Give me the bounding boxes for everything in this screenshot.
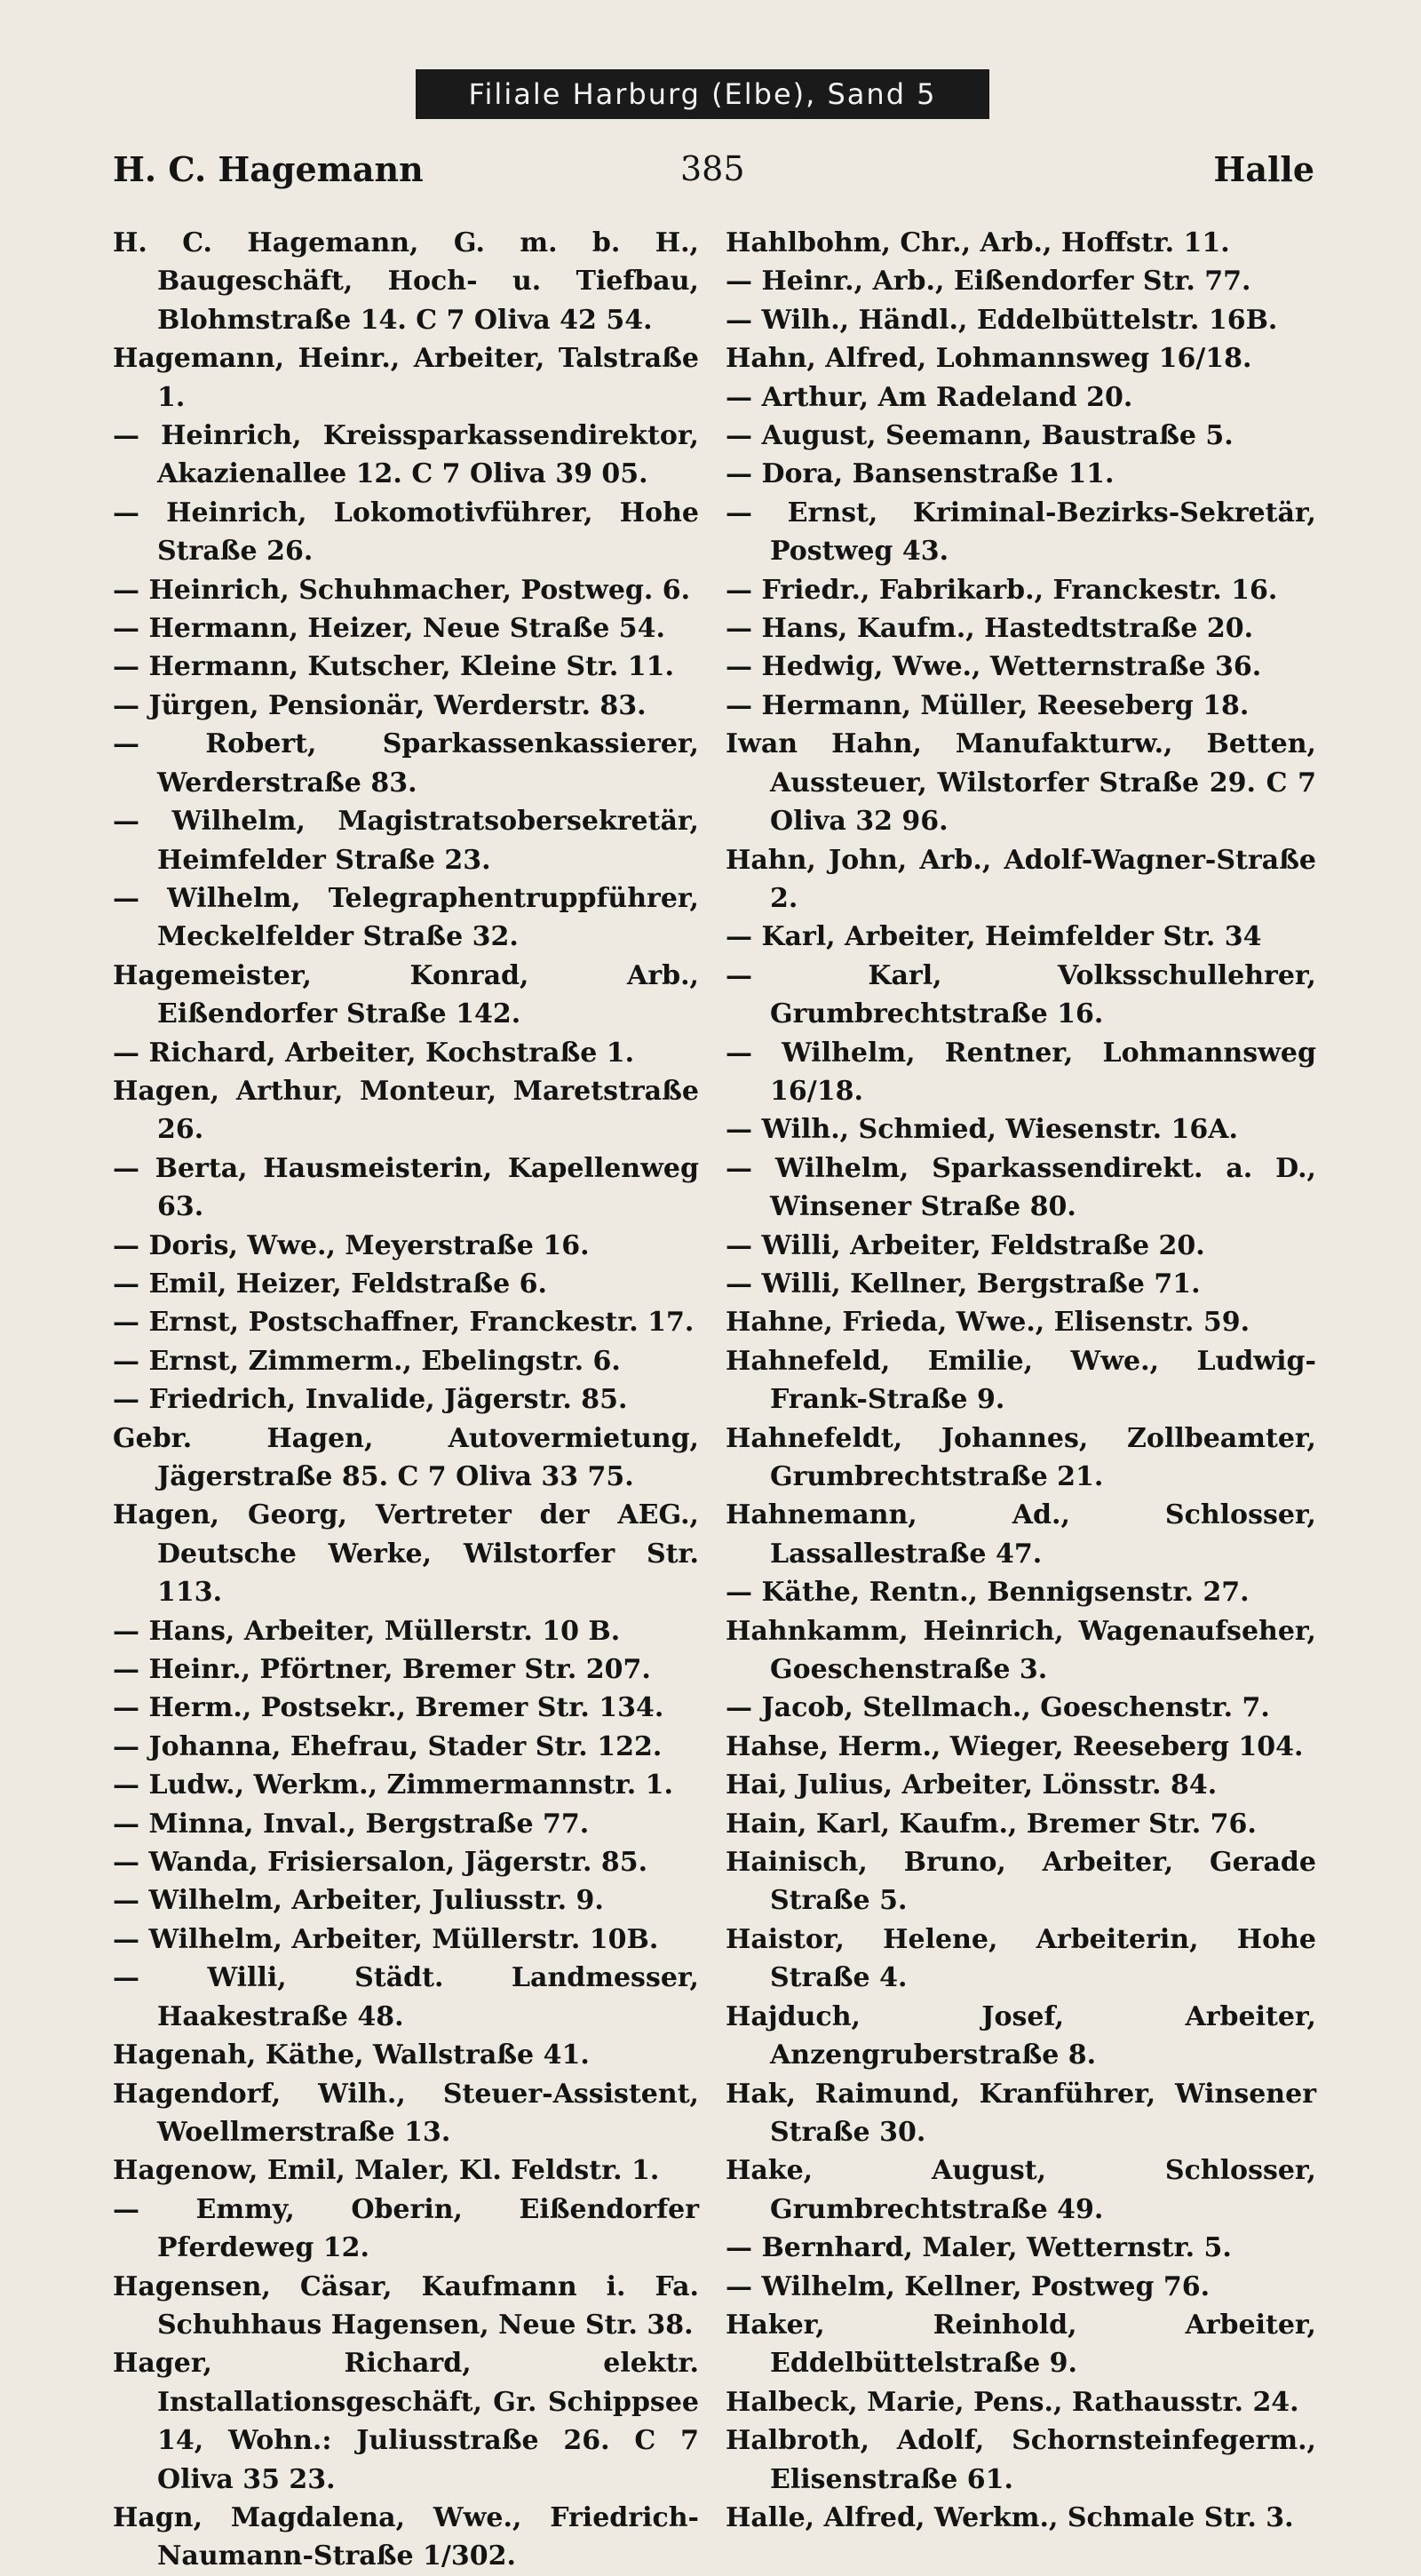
directory-entry: Hajduch, Josef, Arbeiter, Anzengruberstraße 8. [726, 2000, 1316, 2071]
directory-entry: — Wilhelm, Magistratsobersekretär, Heimfelder Straße 23. [113, 806, 699, 876]
directory-entry: — Berta, Hausmeisterin, Kapellenweg 63. [113, 1152, 699, 1223]
directory-entry: — Friedrich, Invalide, Jägerstr. 85. [113, 1384, 628, 1416]
directory-entry: Hagemann, Heinr., Arbeiter, Talstraße 1. [113, 343, 699, 413]
directory-entry: — Heinr., Arb., Eißendorfer Str. 77. [726, 266, 1251, 298]
directory-entry: — Willi, Arbeiter, Feldstraße 20. [726, 1229, 1205, 1261]
directory-entry: — Heinrich, Schuhmacher, Postweg. 6. [113, 574, 691, 606]
directory-entry: — Emil, Heizer, Feldstraße 6. [113, 1268, 547, 1300]
left-column [113, 224, 699, 2576]
directory-entry: — Wilhelm, Arbeiter, Müllerstr. 10B. [113, 1923, 659, 1955]
directory-entry: Hahnefeld, Emilie, Wwe., Ludwig-Frank-Straße 9. [726, 1345, 1316, 1416]
directory-entry: Hahn, Alfred, Lohmannsweg 16/18. [726, 343, 1252, 375]
directory-entry: — Wilhelm, Sparkassendirekt. a. D., Winsener Straße 80. [726, 1152, 1316, 1223]
directory-entry: — Jacob, Stellmach., Goeschenstr. 7. [726, 1692, 1270, 1724]
directory-entry: Hager, Richard, elektr. Installationsgeschäft, Gr. Schippsee 14, Wohn.: Juliusstraße 26. C 7 Oliva 35 23. [113, 2348, 699, 2495]
directory-entry: — Herm., Postsekr., Bremer Str. 134. [113, 1692, 664, 1724]
directory-entry: — Johanna, Ehefrau, Stader Str. 122. [113, 1730, 663, 1762]
directory-entry: — Wilhelm, Arbeiter, Juliusstr. 9. [113, 1885, 604, 1917]
directory-entry: — Friedr., Fabrikarb., Franckestr. 16. [726, 574, 1278, 606]
directory-entry: H. C. Hagemann, G. m. b. H., Baugeschäft, Hoch- u. Tiefbau, Blohmstraße 14. C 7 Oliva 42 54. [113, 227, 699, 336]
directory-entry: Hahnkamm, Heinrich, Wagenaufseher, Goeschenstraße 3. [726, 1615, 1316, 1686]
directory-entry: Halbroth, Adolf, Schornsteinfegerm., Elisenstraße 61. [726, 2425, 1316, 2495]
directory-entry: Hagenow, Emil, Maler, Kl. Feldstr. 1. [113, 2155, 660, 2187]
directory-entry: Hahne, Frieda, Wwe., Elisenstr. 59. [726, 1307, 1250, 1339]
directory-entry: — Arthur, Am Radeland 20. [726, 381, 1133, 413]
directory-entry: — Wilhelm, Rentner, Lohmannsweg 16/18. [726, 1037, 1316, 1107]
directory-entry: Hagenah, Käthe, Wallstraße 41. [113, 2039, 590, 2071]
directory-entry: Hagensen, Cäsar, Kaufmann i. Fa. Schuhhaus Hagensen, Neue Str. 38. [113, 2270, 699, 2341]
directory-entry: Hagendorf, Wilh., Steuer-Assistent, Woellmerstraße 13. [113, 2078, 699, 2148]
directory-entry: Hain, Karl, Kaufm., Bremer Str. 76. [726, 1808, 1257, 1840]
directory-entry: — Ernst, Postschaffner, Franckestr. 17. [113, 1307, 695, 1339]
directory-entry: — Hermann, Müller, Reeseberg 18. [726, 689, 1250, 721]
directory-entry: — Dora, Bansenstraße 11. [726, 458, 1115, 490]
right-column [726, 224, 1316, 2537]
directory-entry: Hahnemann, Ad., Schlosser, Lassallestraße 47. [726, 1499, 1316, 1570]
banner: Filiale Harburg (Elbe), Sand 5 [416, 69, 989, 119]
directory-entry: — Ludw., Werkm., Zimmermannstr. 1. [113, 1769, 673, 1801]
directory-entry: — Wilhelm, Telegraphentruppführer, Meckelfelder Straße 32. [113, 882, 699, 953]
directory-entry: — Hans, Kaufm., Hastedtstraße 20. [726, 613, 1254, 645]
directory-entry: — Bernhard, Maler, Wetternstr. 5. [726, 2232, 1232, 2264]
directory-entry: — Wilh., Händl., Eddelbüttelstr. 16B. [726, 304, 1278, 336]
directory-entry: Hahn, John, Arb., Adolf-Wagner-Straße 2. [726, 844, 1316, 914]
directory-entry: Hake, August, Schlosser, Grumbrechtstraße 49. [726, 2155, 1316, 2225]
directory-entry: — August, Seemann, Baustraße 5. [726, 420, 1234, 452]
directory-entry: — Wilh., Schmied, Wiesenstr. 16A. [726, 1114, 1238, 1146]
directory-entry: Iwan Hahn, Manufakturw., Betten, Aussteuer, Wilstorfer Straße 29. C 7 Oliva 32 96. [726, 728, 1316, 838]
directory-entry: Halbeck, Marie, Pens., Rathausstr. 24. [726, 2386, 1299, 2418]
directory-entry: — Ernst, Kriminal-Bezirks-Sekretär, Postweg 43. [726, 497, 1316, 568]
directory-entry: — Hedwig, Wwe., Wetternstraße 36. [726, 651, 1262, 683]
directory-entry: — Doris, Wwe., Meyerstraße 16. [113, 1229, 590, 1261]
directory-entry: Hai, Julius, Arbeiter, Lönsstr. 84. [726, 1769, 1218, 1801]
directory-entry: Hagn, Magdalena, Wwe., Friedrich-Naumann-Straße 1/302. [113, 2501, 699, 2572]
directory-entry: — Ernst, Zimmerm., Ebelingstr. 6. [113, 1345, 621, 1377]
directory-entry: — Karl, Volksschullehrer, Grumbrechtstraße 16. [726, 959, 1316, 1030]
directory-entry: — Emmy, Oberin, Eißendorfer Pferdeweg 12. [113, 2193, 699, 2264]
directory-entry: — Willi, Städt. Landmesser, Haakestraße 48. [113, 1962, 699, 2032]
directory-entry: — Hermann, Heizer, Neue Straße 54. [113, 613, 665, 645]
directory-entry: — Heinrich, Kreissparkassendirektor, Akazienallee 12. C 7 Oliva 39 05. [113, 420, 699, 490]
directory-entry: — Käthe, Rentn., Bennigsenstr. 27. [726, 1577, 1250, 1609]
directory-entry: Gebr. Hagen, Autovermietung, Jägerstraße 85. C 7 Oliva 33 75. [113, 1422, 699, 1492]
page-number: 385 [680, 149, 745, 188]
directory-entry: Hagen, Georg, Vertreter der AEG., Deutsche Werke, Wilstorfer Str. 113. [113, 1499, 699, 1609]
directory-entry: — Karl, Arbeiter, Heimfelder Str. 34 [726, 921, 1262, 953]
directory-entry: — Hans, Arbeiter, Müllerstr. 10 B. [113, 1615, 621, 1647]
directory-entry: Hahlbohm, Chr., Arb., Hoffstr. 11. [726, 227, 1230, 258]
directory-entry: Hagemeister, Konrad, Arb., Eißendorfer Straße 142. [113, 959, 699, 1030]
directory-entry: — Minna, Inval., Bergstraße 77. [113, 1808, 590, 1840]
directory-entry: — Richard, Arbeiter, Kochstraße 1. [113, 1037, 635, 1069]
directory-entry: Hagen, Arthur, Monteur, Maretstraße 26. [113, 1075, 699, 1146]
directory-entry: — Wanda, Frisiersalon, Jägerstr. 85. [113, 1847, 648, 1879]
directory-entry: — Jürgen, Pensionär, Werderstr. 83. [113, 689, 647, 721]
directory-entry: Haker, Reinhold, Arbeiter, Eddelbüttelstraße 9. [726, 2309, 1316, 2380]
directory-entry: — Hermann, Kutscher, Kleine Str. 11. [113, 651, 674, 683]
directory-entry: Hahse, Herm., Wieger, Reeseberg 104. [726, 1730, 1304, 1762]
directory-entry: — Heinrich, Lokomotivführer, Hohe Straße 26. [113, 497, 699, 568]
running-head-right: Halle [1213, 149, 1314, 189]
directory-entry: Hak, Raimund, Kranführer, Winsener Straße 30. [726, 2078, 1316, 2148]
directory-entry: Hahnefeldt, Johannes, Zollbeamter, Grumbrechtstraße 21. [726, 1422, 1316, 1492]
directory-entry: Hainisch, Bruno, Arbeiter, Gerade Straße 5. [726, 1847, 1316, 1917]
running-head-left: H. C. Hagemann [113, 149, 424, 189]
directory-entry: — Robert, Sparkassenkassierer, Werderstraße 83. [113, 728, 699, 799]
directory-entry: Haistor, Helene, Arbeiterin, Hohe Straße 4. [726, 1923, 1316, 1994]
directory-entry: — Heinr., Pförtner, Bremer Str. 207. [113, 1654, 651, 1686]
directory-entry: — Willi, Kellner, Bergstraße 71. [726, 1268, 1201, 1300]
directory-entry: — Wilhelm, Kellner, Postweg 76. [726, 2270, 1211, 2302]
directory-entry: Halle, Alfred, Werkm., Schmale Str. 3. [726, 2501, 1294, 2533]
